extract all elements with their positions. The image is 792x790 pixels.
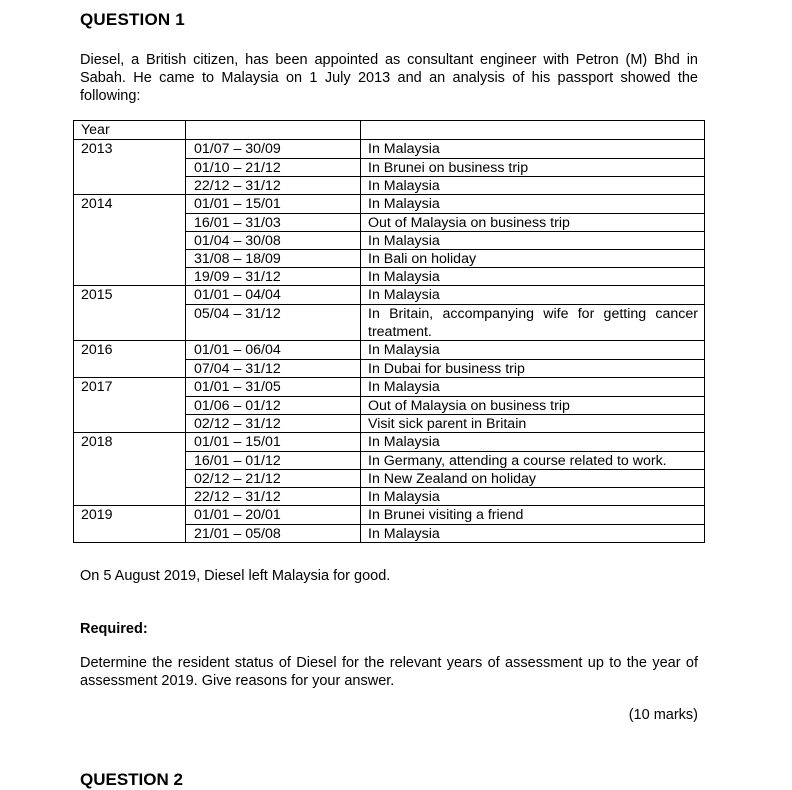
- description-entry: In Germany, attending a course related to work.: [361, 451, 704, 469]
- required-label: Required:: [80, 621, 148, 637]
- period-entry: 16/01 – 01/12: [186, 451, 360, 469]
- period-entry: 01/06 – 01/12: [186, 396, 360, 414]
- period-entry: 05/04 – 31/12: [186, 304, 360, 340]
- period-entry: 01/04 – 30/08: [186, 231, 360, 249]
- description-entry: Out of Malaysia on business trip: [361, 396, 704, 414]
- period-entry: 01/01 – 04/04: [194, 287, 281, 303]
- description-cell: [361, 140, 705, 195]
- year-cell: 2014: [74, 195, 186, 286]
- period-cell: [186, 341, 361, 378]
- table-header-row: [74, 121, 705, 140]
- description-entry: In Malaysia: [361, 487, 704, 505]
- description-entry: Visit sick parent in Britain: [361, 414, 704, 432]
- next-question-title: QUESTION 2: [80, 770, 183, 789]
- description-entry: In Malaysia: [361, 176, 704, 194]
- description-cell: [361, 433, 705, 506]
- description-entry: In Malaysia: [368, 287, 440, 303]
- description-entry: In Brunei visiting a friend: [368, 507, 524, 523]
- period-entry: 22/12 – 31/12: [186, 487, 360, 505]
- description-entry: In Malaysia: [368, 342, 440, 358]
- period-cell: [186, 195, 361, 286]
- period-cell: [186, 286, 361, 341]
- question-title: QUESTION 1: [80, 10, 185, 29]
- year-group-row: [74, 433, 705, 506]
- description-entry: In Malaysia: [368, 196, 440, 212]
- passport-analysis-table: [73, 120, 705, 543]
- period-entry: 01/01 – 20/01: [194, 507, 281, 523]
- marks-label: (10 marks): [628, 707, 698, 723]
- period-entry: 01/01 – 06/04: [194, 342, 281, 358]
- year-cell: 2019: [74, 506, 186, 543]
- year-cell: 2016: [74, 341, 186, 378]
- year-group-row: [74, 286, 705, 341]
- description-cell: [361, 378, 705, 433]
- year-cell: 2017: [74, 378, 186, 433]
- year-group-row: [74, 140, 705, 195]
- description-entry: In Malaysia: [361, 524, 704, 542]
- period-cell: [186, 433, 361, 506]
- description-cell: [361, 341, 705, 378]
- period-entry: 31/08 – 18/09: [186, 249, 360, 267]
- period-entry: 01/07 – 30/09: [194, 141, 281, 157]
- year-group-row: [74, 341, 705, 378]
- description-entry: Out of Malaysia on business trip: [361, 213, 704, 231]
- year-cell: 2015: [74, 286, 186, 341]
- description-entry: In Britain, accompanying wife for getting cancer treatment.: [361, 304, 704, 340]
- period-entry: 21/01 – 05/08: [186, 524, 360, 542]
- header-year: Year: [74, 121, 186, 140]
- period-entry: 01/01 – 15/01: [194, 196, 281, 212]
- description-entry: In Bali on holiday: [361, 249, 704, 267]
- description-entry: In New Zealand on holiday: [361, 469, 704, 487]
- period-entry: 22/12 – 31/12: [186, 176, 360, 194]
- description-entry: In Malaysia: [368, 434, 440, 450]
- period-entry: 02/12 – 21/12: [186, 469, 360, 487]
- question-intro: Diesel, a British citizen, has been appointed as consultant engineer with Petron (M) Bhd in Sabah. He came to Malaysia on 1 July 2013 and an analysis of his passport showed the following:: [80, 52, 698, 104]
- description-entry: In Malaysia: [368, 379, 440, 395]
- year-cell: 2013: [74, 140, 186, 195]
- description-entry: In Malaysia: [361, 231, 704, 249]
- description-cell: [361, 506, 705, 543]
- departure-statement: On 5 August 2019, Diesel left Malaysia for good.: [80, 568, 391, 584]
- period-entry: 01/01 – 31/05: [194, 379, 281, 395]
- header-description: [361, 121, 705, 140]
- requirement-text: Determine the resident status of Diesel for the relevant years of assessment up to the year of assessment 2019. Give reasons for your answer.: [80, 655, 698, 689]
- period-cell: [186, 506, 361, 543]
- period-cell: [186, 140, 361, 195]
- period-entry: 07/04 – 31/12: [186, 359, 360, 377]
- year-group-row: [74, 195, 705, 286]
- year-group-row: [74, 506, 705, 543]
- period-entry: 02/12 – 31/12: [186, 414, 360, 432]
- description-entry: In Malaysia: [368, 141, 440, 157]
- description-cell: [361, 286, 705, 341]
- description-entry: In Dubai for business trip: [361, 359, 704, 377]
- header-period: [186, 121, 361, 140]
- period-entry: 19/09 – 31/12: [186, 267, 360, 285]
- year-cell: 2018: [74, 433, 186, 506]
- period-cell: [186, 378, 361, 433]
- description-entry: In Brunei on business trip: [361, 158, 704, 176]
- period-entry: 16/01 – 31/03: [186, 213, 360, 231]
- period-entry: 01/01 – 15/01: [194, 434, 281, 450]
- period-entry: 01/10 – 21/12: [186, 158, 360, 176]
- description-entry: In Malaysia: [361, 267, 704, 285]
- description-cell: [361, 195, 705, 286]
- year-group-row: [74, 378, 705, 433]
